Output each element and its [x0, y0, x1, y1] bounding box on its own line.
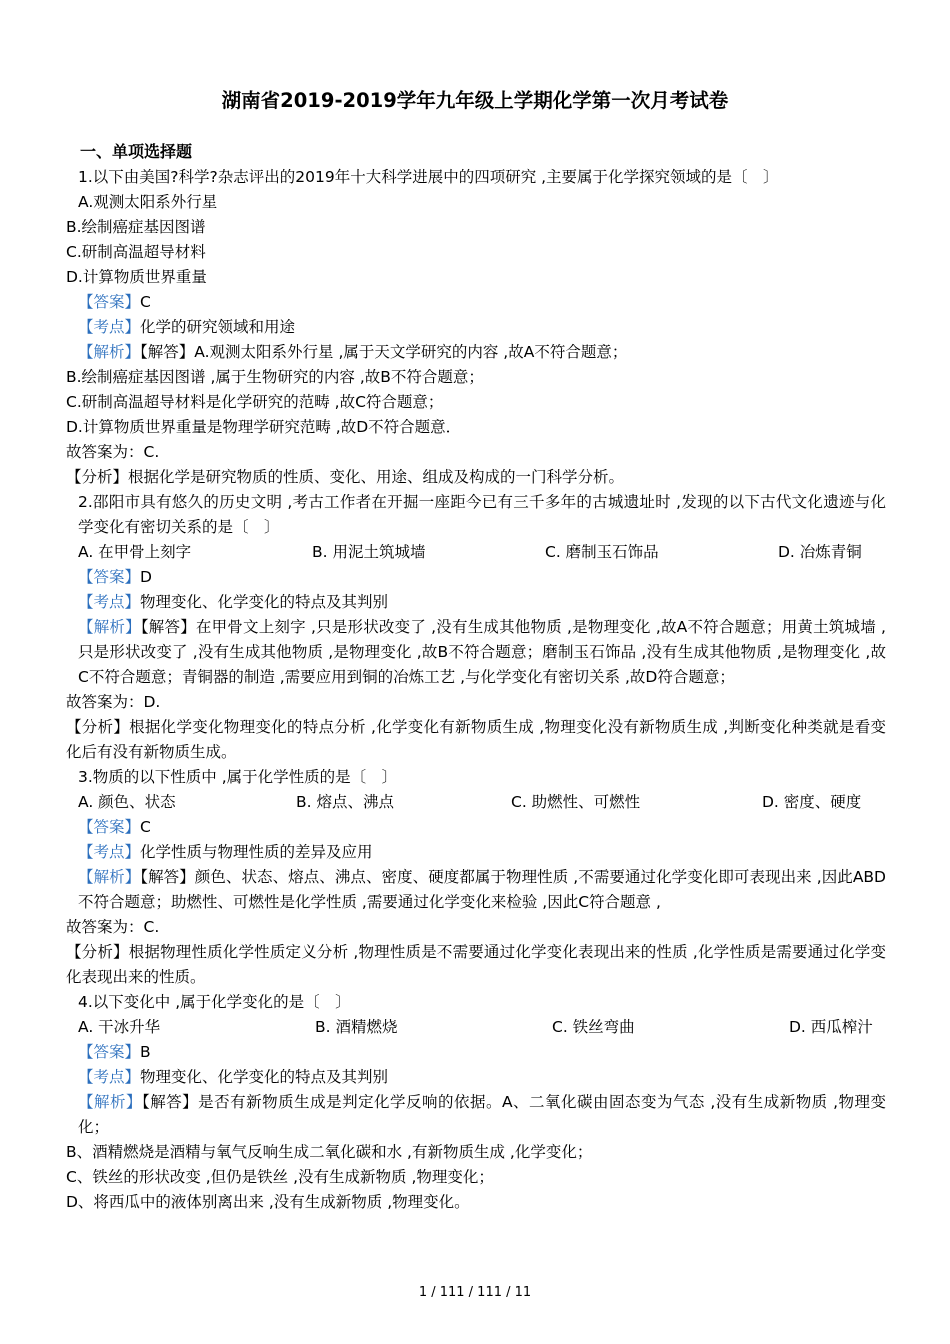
q2-point-value: 物理变化、化学变化的特点及其判别 — [140, 593, 389, 611]
q4-stem: 4.以下变化中 ,属于化学变化的是〔 〕 — [78, 993, 351, 1011]
answer-label: 【答案】 — [78, 1043, 141, 1061]
q1-point-value: 化学的研究领域和用途 — [140, 318, 296, 336]
q3-option-a: A. 颜色、状态 — [78, 793, 176, 811]
q3-answer-value: C — [140, 818, 151, 836]
q4-answer — [66, 1040, 886, 1065]
q4-option-c: C. 铁丝弯曲 — [552, 1018, 635, 1036]
q2-option-c: C. 磨制玉石饰品 — [545, 543, 659, 561]
q4-option-a: A. 干冰升华 — [78, 1018, 161, 1036]
q1-answer — [66, 290, 886, 315]
q1-analysis-line: C.研制高温超导材料是化学研究的范畴 ,故C符合题意； — [66, 393, 444, 411]
q3-option-c: C. 助燃性、可燃性 — [511, 793, 641, 811]
q2-stem: 2.邵阳市具有悠久的历史文明 ,考古工作者在开掘一座距今已有三千多年的古城遗址时 ,发现的以下古代文化遗迹与化学变化有密切关系的是〔 〕 — [78, 493, 886, 536]
q2-answer — [66, 565, 886, 590]
q1-point — [66, 315, 886, 340]
q1-option-a: A.观测太阳系外行星 — [78, 193, 218, 211]
q3-summary: 【分析】根据物理性质化学性质定义分析 ,物理性质是不需要通过化学变化表现出来的性质 ,化学性质是需要通过化学变化表现出来的性质。 — [66, 943, 886, 986]
q1-summary: 【分析】根据化学是研究物质的性质、变化、用途、组成及构成的一门科学分析。 — [66, 468, 625, 486]
q3-option-b: B. 熔点、沸点 — [296, 793, 394, 811]
q1-option-c: C.研制高温超导材料 — [66, 243, 206, 261]
answer-label: 【答案】 — [78, 568, 141, 586]
point-label: 【考点】 — [78, 593, 141, 611]
q4-analysis-line: C、铁丝的形状改变 ,但仍是铁丝 ,没有生成新物质 ,物理变化； — [66, 1168, 494, 1186]
q3-point — [66, 840, 886, 865]
q2-option-d: D. 冶炼青铜 — [778, 543, 862, 561]
analysis-label: 【解析】 — [78, 343, 141, 361]
q1-answer-value: C — [140, 293, 151, 311]
q3-options — [66, 790, 886, 815]
answer-label: 【答案】 — [78, 293, 141, 311]
analysis-label: 【解析】 — [78, 868, 141, 886]
q1-conclusion: 故答案为：C. — [66, 443, 160, 461]
section-heading: 一、单项选择题 — [80, 142, 193, 161]
q4-analysis-line: D、将西瓜中的液体别离出来 ,没有生成新物质 ,物理变化。 — [66, 1193, 470, 1211]
q1-stem: 1.以下由美国?科学?杂志评出的2019年十大科学进展中的四项研究 ,主要属于化学探究领域的是〔 〕 — [78, 168, 779, 186]
q2-answer-value: D — [140, 568, 152, 586]
q3-point-value: 化学性质与物理性质的差异及应用 — [140, 843, 373, 861]
point-label: 【考点】 — [78, 318, 141, 336]
q3-analysis — [66, 865, 886, 915]
q1-analysis-text: 【解答】A.观测太阳系外行星 ,属于天文学研究的内容 ,故A不符合题意； — [140, 343, 628, 361]
q2-options — [66, 540, 886, 565]
point-label: 【考点】 — [78, 1068, 141, 1086]
q2-summary: 【分析】根据化学变化物理变化的特点分析 ,化学变化有新物质生成 ,物理变化没有新物质生成 ,判断变化种类就是看变化后有没有新物质生成。 — [66, 718, 886, 761]
q3-analysis-text: 【解答】颜色、状态、熔点、沸点、密度、硬度都属于物理性质 ,不需要通过化学变化即可表现出来 ,因此ABD不符合题意；助燃性、可燃性是化学性质 ,需要通过化学变化来检验 ,因此C符合题意 , — [78, 868, 886, 911]
q4-option-b: B. 酒精燃烧 — [315, 1018, 398, 1036]
q2-point — [66, 590, 886, 615]
question-list — [66, 165, 886, 1215]
q4-option-d: D. 西瓜榨汁 — [789, 1018, 873, 1036]
answer-label: 【答案】 — [78, 818, 141, 836]
q4-analysis — [66, 1090, 886, 1140]
q1-analysis-line: B.绘制癌症基因图谱 ,属于生物研究的内容 ,故B不符合题意； — [66, 368, 484, 386]
q4-point — [66, 1065, 886, 1090]
q1-analysis-line: D.计算物质世界重量是物理学研究范畴 ,故D不符合题意． — [66, 418, 462, 436]
q3-option-d: D. 密度、硬度 — [762, 793, 862, 811]
q2-option-b: B. 用泥土筑城墙 — [312, 543, 426, 561]
q1-analysis — [66, 340, 886, 365]
q2-analysis — [66, 615, 886, 690]
page-title: 湖南省2019-2019学年九年级上学期化学第一次月考试卷 — [221, 89, 729, 112]
q3-stem: 3.物质的以下性质中 ,属于化学性质的是〔 〕 — [78, 768, 398, 786]
analysis-label: 【解析】 — [78, 1093, 142, 1111]
point-label: 【考点】 — [78, 843, 141, 861]
q2-analysis-text: 【解答】在甲骨文上刻字 ,只是形状改变了 ,没有生成其他物质 ,是物理变化 ,故A不符合题意；用黄土筑城墙 ,只是形状改变了 ,没有生成其他物质 ,是物理变化 ,故B不符合题意；磨制玉石饰品 ,没有生成其他物质 ,是物理变化 ,故C不符合题意；青铜器的制造 ,需要应用到铜的冶炼工艺 ,与化学变化有密切关系 ,故D符合题意； — [78, 618, 886, 686]
page-number: 1 / 111 / 111 / 11 — [418, 1285, 532, 1300]
q4-point-value: 物理变化、化学变化的特点及其判别 — [140, 1068, 389, 1086]
q1-option-d: D.计算物质世界重量 — [66, 268, 207, 286]
q2-option-a: A. 在甲骨上刻字 — [78, 543, 192, 561]
q4-analysis-line: B、酒精燃烧是酒精与氧气反响生成二氧化碳和水 ,有新物质生成 ,化学变化； — [66, 1143, 593, 1161]
analysis-label: 【解析】 — [78, 618, 141, 636]
q3-conclusion: 故答案为：C. — [66, 918, 160, 936]
q4-answer-value: B — [140, 1043, 151, 1061]
q1-option-b: B.绘制癌症基因图谱 — [66, 218, 206, 236]
q4-analysis-text: 【解答】是否有新物质生成是判定化学反响的依据。A、二氧化碳由固态变为气态 ,没有生成新物质 ,物理变化； — [78, 1093, 886, 1136]
q2-conclusion: 故答案为：D. — [66, 693, 161, 711]
q3-answer — [66, 815, 886, 840]
q4-options — [66, 1015, 886, 1040]
